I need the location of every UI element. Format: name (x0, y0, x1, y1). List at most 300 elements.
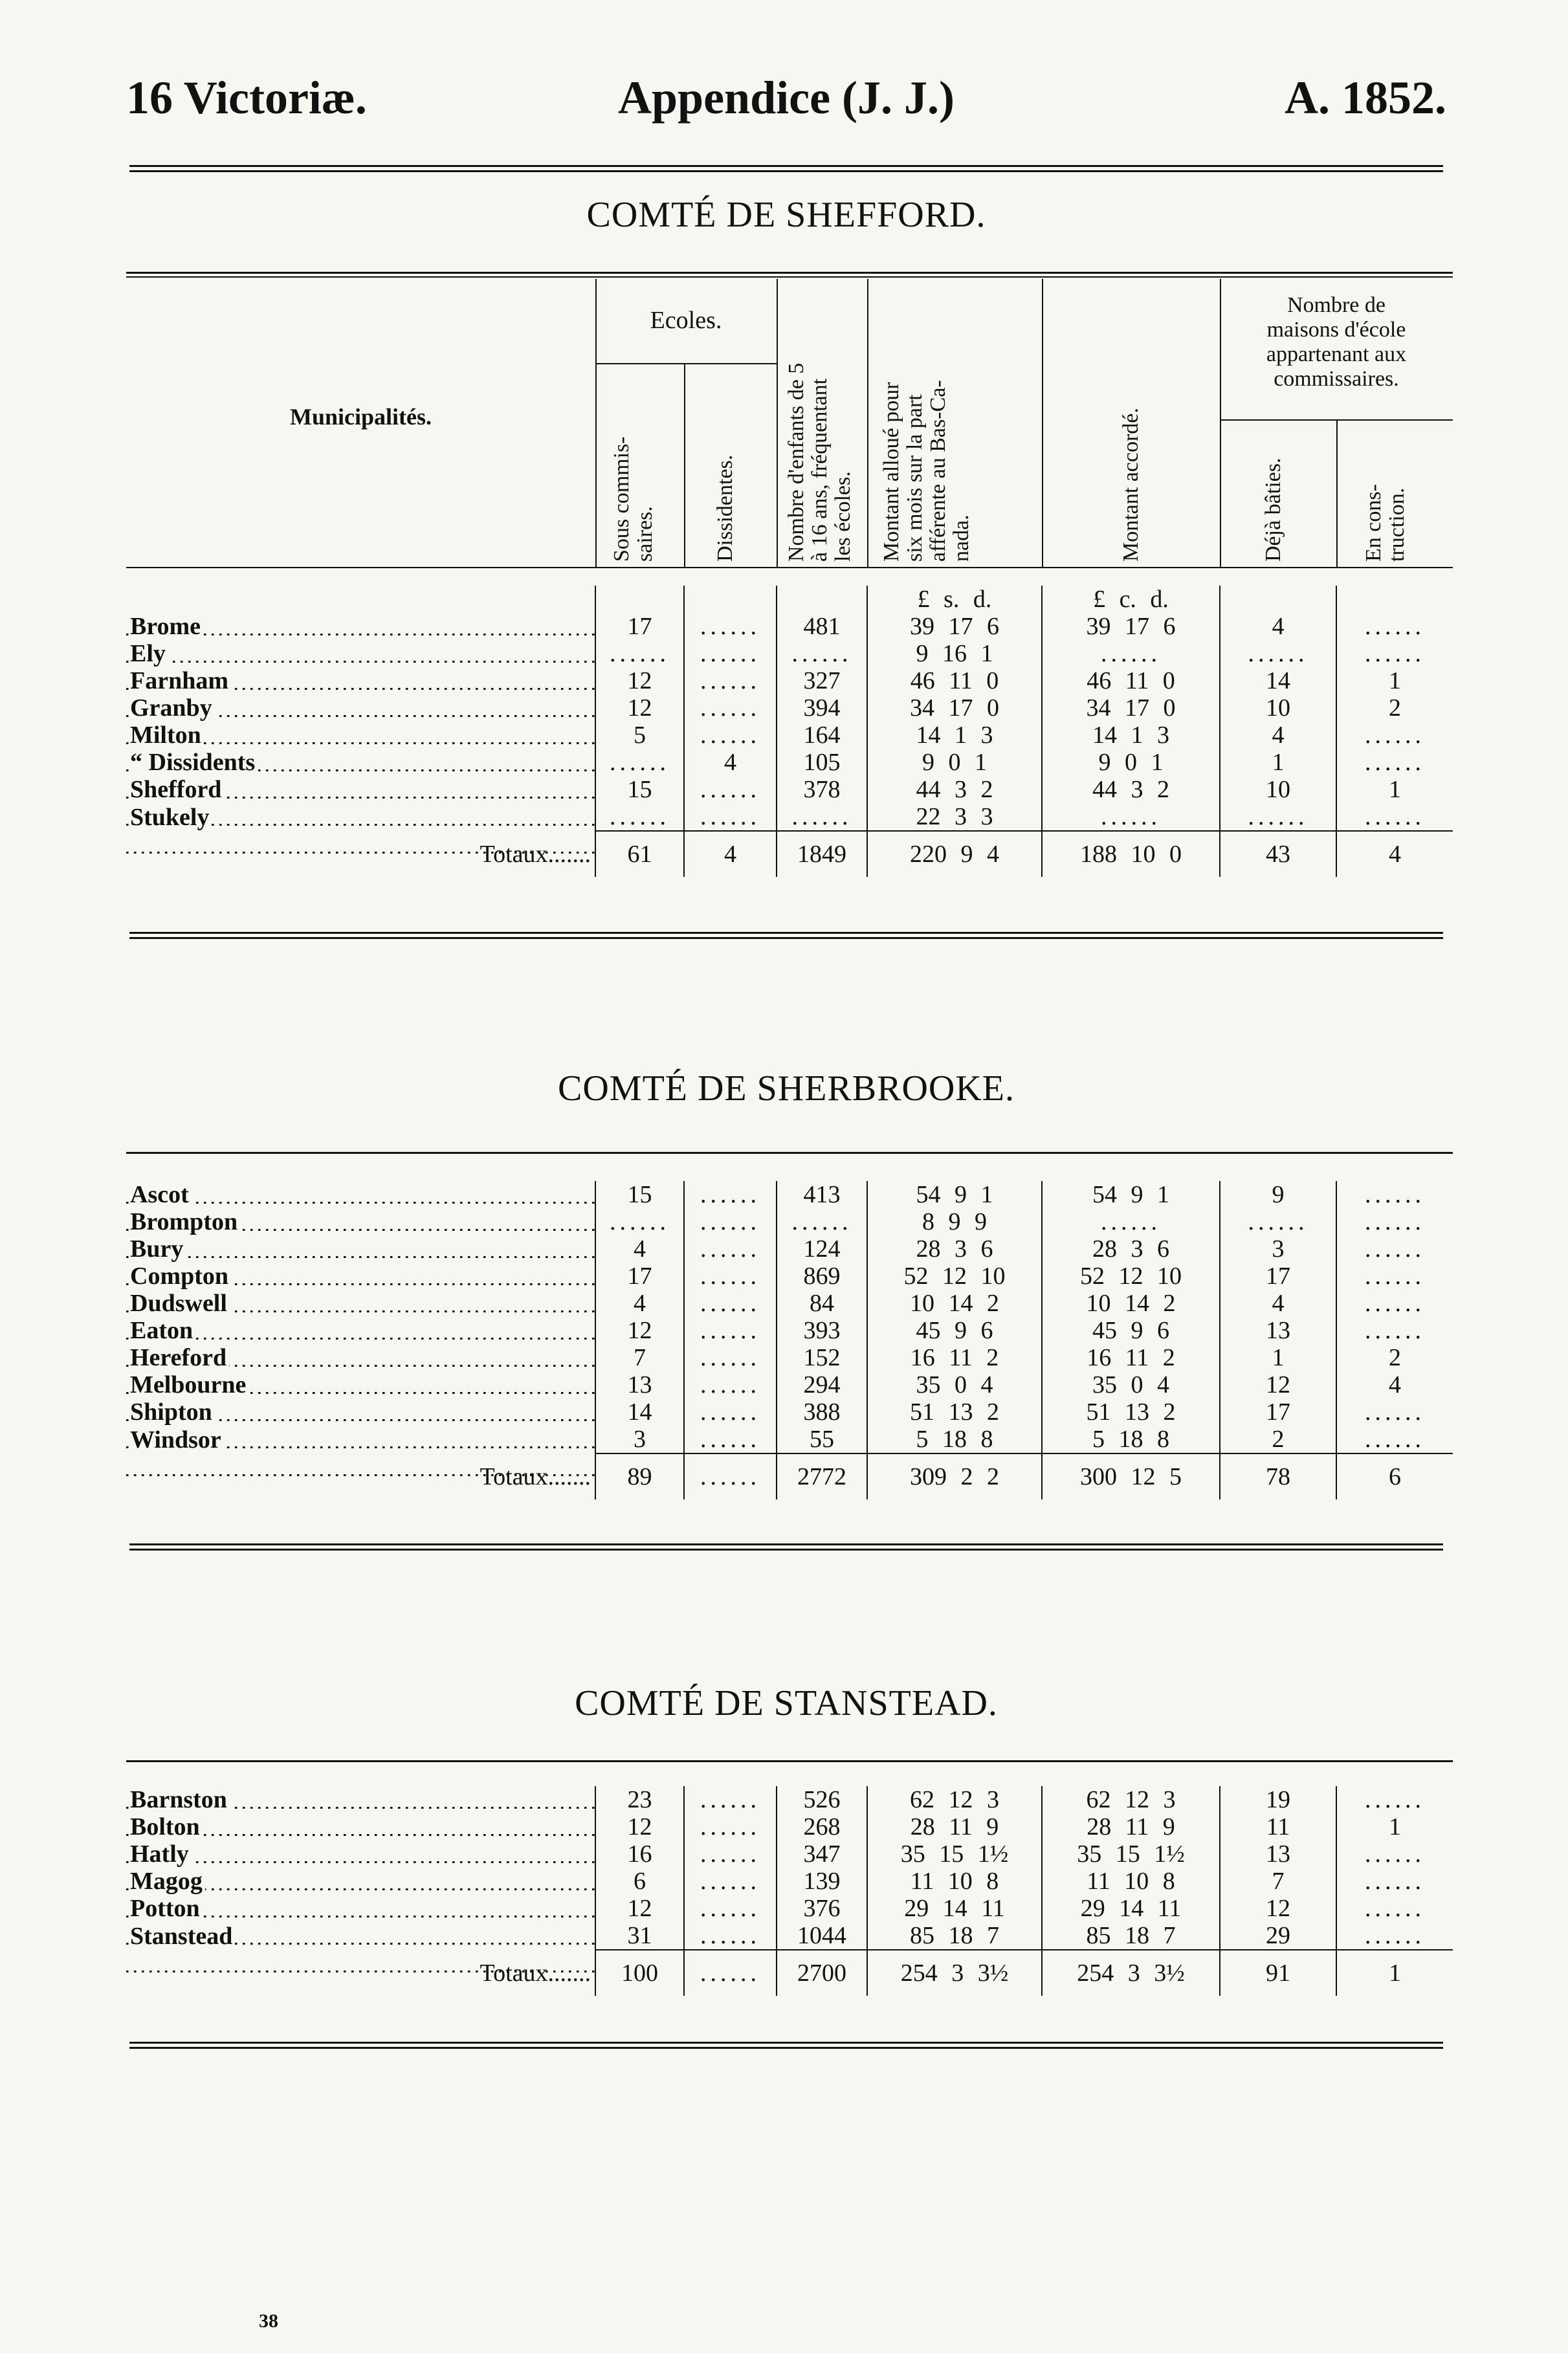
montant-alloue-cell: 34 17 0 (867, 694, 1042, 722)
dissidentes-cell-empty: ...... (684, 1371, 777, 1398)
municipality-label: Stukely (130, 804, 212, 831)
en-construction-cell-empty: ...... (1336, 1398, 1453, 1426)
municipality-label: Brome (130, 613, 203, 640)
montant-alloue-cell: 11 10 8 (867, 1868, 1042, 1895)
header-center: Appendice (J. J.) (618, 72, 955, 124)
table-row (126, 1840, 1453, 1868)
total-enfants: 2700 (777, 1950, 867, 1996)
sous-commissaires-cell: 12 (595, 1895, 684, 1922)
en-construction-cell: 1 (1336, 1813, 1453, 1840)
municipality-name (126, 694, 595, 722)
enfants-cell: 152 (777, 1344, 867, 1371)
municipality-name (126, 1895, 595, 1922)
deja-baties-cell-empty: ...... (1220, 803, 1336, 831)
municipality-label: Hatly (130, 1840, 192, 1868)
dissidentes-cell: 4 (684, 749, 777, 776)
montant-accorde-cell: 14 1 3 (1042, 722, 1220, 749)
table-row (126, 1263, 1453, 1290)
en-construction-cell-empty: ...... (1336, 722, 1453, 749)
units-blank (126, 586, 595, 613)
table-row (126, 1398, 1453, 1426)
sous-commissaires-cell: 12 (595, 1317, 684, 1344)
deja-baties-cell: 3 (1220, 1235, 1336, 1263)
montant-accorde-cell-empty: ...... (1042, 803, 1220, 831)
enfants-cell: 413 (777, 1181, 867, 1208)
table-row (126, 694, 1453, 722)
en-construction-cell: 2 (1336, 1344, 1453, 1371)
deja-baties-cell: 19 (1220, 1786, 1336, 1813)
sous-commissaires-cell: 12 (595, 1813, 684, 1840)
montant-alloue-cell: 14 1 3 (867, 722, 1042, 749)
heading-montant-alloue: Montant alloué pour six mois sur la part afférente au Bas-Ca- nada. (879, 380, 973, 562)
en-construction-cell-empty: ...... (1336, 1235, 1453, 1263)
rule-sherbrooke (129, 1543, 1443, 1551)
montant-accorde-cell: 35 0 4 (1042, 1371, 1220, 1398)
deja-baties-cell: 11 (1220, 1813, 1336, 1840)
montant-accorde-cell: 35 15 1½ (1042, 1840, 1220, 1868)
municipality-name (126, 749, 595, 776)
table-row (126, 1786, 1453, 1813)
deja-baties-cell: 7 (1220, 1868, 1336, 1895)
table-row (126, 1868, 1453, 1895)
en-construction-cell-empty: ...... (1336, 1208, 1453, 1235)
enfants-cell: 327 (777, 667, 867, 694)
municipality-label: Bury (130, 1235, 186, 1263)
dissidentes-cell-empty: ...... (684, 1868, 777, 1895)
enfants-cell: 268 (777, 1813, 867, 1840)
enfants-cell: 388 (777, 1398, 867, 1426)
municipality-label: Eaton (130, 1317, 195, 1344)
total-diss-empty: ...... (684, 1950, 777, 1996)
dissidentes-cell-empty: ...... (684, 640, 777, 667)
deja-baties-cell: 9 (1220, 1181, 1336, 1208)
municipality-name (126, 722, 595, 749)
dissidentes-cell-empty: ...... (684, 1786, 777, 1813)
total-constr: 6 (1336, 1453, 1453, 1499)
heading-ecoles: Ecoles. (650, 307, 722, 334)
montant-accorde-cell: 62 12 3 (1042, 1786, 1220, 1813)
total-diss-empty: ...... (684, 1453, 777, 1499)
units-alloue: £ s. d. (867, 586, 1042, 613)
enfants-cell: 481 (777, 613, 867, 640)
dissidentes-cell-empty: ...... (684, 694, 777, 722)
dissidentes-cell-empty: ...... (684, 1344, 777, 1371)
enfants-cell-empty: ...... (777, 803, 867, 831)
deja-baties-cell-empty: ...... (1220, 640, 1336, 667)
dissidentes-cell-empty: ...... (684, 1208, 777, 1235)
montant-alloue-cell: 51 13 2 (867, 1398, 1042, 1426)
montant-alloue-cell: 9 16 1 (867, 640, 1042, 667)
montant-alloue-cell: 5 18 8 (867, 1426, 1042, 1453)
municipality-name (126, 1208, 595, 1235)
montant-alloue-cell: 10 14 2 (867, 1290, 1042, 1317)
montant-accorde-cell: 34 17 0 (1042, 694, 1220, 722)
montant-alloue-cell: 46 11 0 (867, 667, 1042, 694)
dissidentes-cell-empty: ...... (684, 1922, 777, 1950)
montant-accorde-cell: 54 9 1 (1042, 1181, 1220, 1208)
dissidentes-cell-empty: ...... (684, 1426, 777, 1453)
montant-accorde-cell: 85 18 7 (1042, 1922, 1220, 1950)
en-construction-cell-empty: ...... (1336, 749, 1453, 776)
totals-row (126, 1453, 1453, 1499)
header-right: A. 1852. (1285, 72, 1446, 124)
montant-alloue-cell: 62 12 3 (867, 1786, 1042, 1813)
dissidentes-cell-empty: ...... (684, 1290, 777, 1317)
heading-montant-accorde: Montant accordé. (1119, 408, 1143, 562)
table-row (126, 1317, 1453, 1344)
montant-accorde-cell-empty: ...... (1042, 640, 1220, 667)
units-empty-cell (684, 586, 777, 613)
enfants-cell: 347 (777, 1840, 867, 1868)
dissidentes-cell-empty: ...... (684, 1317, 777, 1344)
total-alloue: 220 9 4 (867, 831, 1042, 877)
deja-baties-cell: 4 (1220, 613, 1336, 640)
en-construction-cell-empty: ...... (1336, 1868, 1453, 1895)
sous-commissaires-cell: 14 (595, 1398, 684, 1426)
column-headings (126, 272, 1453, 568)
montant-alloue-cell: 85 18 7 (867, 1922, 1042, 1950)
total-accorde: 254 3 3½ (1042, 1950, 1220, 1996)
table-row (126, 1922, 1453, 1950)
units-empty-cell (777, 586, 867, 613)
municipality-name (126, 1426, 595, 1453)
enfants-cell: 378 (777, 776, 867, 803)
en-construction-cell-empty: ...... (1336, 1895, 1453, 1922)
rule-shefford (129, 932, 1443, 939)
en-construction-cell-empty: ...... (1336, 803, 1453, 831)
montant-alloue-cell: 44 3 2 (867, 776, 1042, 803)
municipality-name (126, 1263, 595, 1290)
montant-accorde-cell: 28 3 6 (1042, 1235, 1220, 1263)
totals-row (126, 1950, 1453, 1996)
montant-alloue-cell: 35 15 1½ (867, 1840, 1042, 1868)
total-accorde: 188 10 0 (1042, 831, 1220, 877)
sous-commissaires-cell-empty: ...... (595, 640, 684, 667)
sous-commissaires-cell-empty: ...... (595, 749, 684, 776)
sous-commissaires-cell: 3 (595, 1426, 684, 1453)
enfants-cell: 394 (777, 694, 867, 722)
municipality-name (126, 776, 595, 803)
dissidentes-cell-empty: ...... (684, 1895, 777, 1922)
enfants-cell: 393 (777, 1317, 867, 1344)
deja-baties-cell: 13 (1220, 1317, 1336, 1344)
municipality-name (126, 1868, 595, 1895)
dissidentes-cell-empty: ...... (684, 1235, 777, 1263)
montant-accorde-cell: 28 11 9 (1042, 1813, 1220, 1840)
municipality-label: Granby (130, 694, 215, 722)
montant-alloue-cell: 45 9 6 (867, 1317, 1042, 1344)
montant-alloue-cell: 29 14 11 (867, 1895, 1042, 1922)
municipality-label: Shefford (130, 776, 224, 803)
municipality-label: Ely (130, 640, 168, 667)
dissidentes-cell-empty: ...... (684, 667, 777, 694)
page-number: 38 (259, 2310, 278, 2332)
municipality-name (126, 1317, 595, 1344)
header-rule (129, 165, 1443, 172)
totals-label: Totaux....... (126, 831, 595, 877)
total-enfants: 1849 (777, 831, 867, 877)
en-construction-cell-empty: ...... (1336, 1786, 1453, 1813)
municipality-name (126, 1840, 595, 1868)
sous-commissaires-cell: 31 (595, 1922, 684, 1950)
municipality-name (126, 803, 595, 831)
sous-commissaires-cell: 12 (595, 694, 684, 722)
deja-baties-cell: 12 (1220, 1895, 1336, 1922)
heading-deja-baties: Déjà bâties. (1261, 458, 1285, 562)
total-sous: 100 (595, 1950, 684, 1996)
montant-accorde-cell-empty: ...... (1042, 1208, 1220, 1235)
sous-commissaires-cell: 16 (595, 1840, 684, 1868)
deja-baties-cell: 2 (1220, 1426, 1336, 1453)
deja-baties-cell-empty: ...... (1220, 1208, 1336, 1235)
total-sous: 61 (595, 831, 684, 877)
montant-alloue-cell: 39 17 6 (867, 613, 1042, 640)
en-construction-cell-empty: ...... (1336, 640, 1453, 667)
municipality-label: Melbourne (130, 1371, 248, 1398)
en-construction-cell: 1 (1336, 667, 1453, 694)
dissidentes-cell-empty: ...... (684, 1181, 777, 1208)
montant-accorde-cell: 44 3 2 (1042, 776, 1220, 803)
units-empty-cell (1220, 586, 1336, 613)
deja-baties-cell: 13 (1220, 1840, 1336, 1868)
municipality-label: Magog (130, 1868, 205, 1895)
units-accorde: £ c. d. (1042, 586, 1220, 613)
montant-accorde-cell: 10 14 2 (1042, 1290, 1220, 1317)
municipality-name (126, 1398, 595, 1426)
heading-nombre-enfants: Nombre d'enfants de 5 à 16 ans, fréquentant les écoles. (784, 362, 855, 562)
en-construction-cell-empty: ...... (1336, 1922, 1453, 1950)
total-baties: 78 (1220, 1453, 1336, 1499)
en-construction-cell-empty: ...... (1336, 1426, 1453, 1453)
enfants-cell: 124 (777, 1235, 867, 1263)
municipality-name (126, 1235, 595, 1263)
totals-label: Totaux....... (126, 1950, 595, 1996)
section-title-stanstead: COMTÉ DE STANSTEAD. (575, 1683, 998, 1723)
dissidentes-cell-empty: ...... (684, 613, 777, 640)
enfants-cell: 294 (777, 1371, 867, 1398)
enfants-cell: 869 (777, 1263, 867, 1290)
municipality-label: Shipton (130, 1398, 215, 1426)
deja-baties-cell: 10 (1220, 776, 1336, 803)
enfants-cell: 526 (777, 1786, 867, 1813)
table-row (126, 1813, 1453, 1840)
montant-alloue-cell: 22 3 3 (867, 803, 1042, 831)
sous-commissaires-cell: 12 (595, 667, 684, 694)
montant-alloue-cell: 9 0 1 (867, 749, 1042, 776)
table-row (126, 667, 1453, 694)
total-alloue: 254 3 3½ (867, 1950, 1042, 1996)
montant-accorde-cell: 11 10 8 (1042, 1868, 1220, 1895)
units-empty-cell (1336, 586, 1453, 613)
municipality-name (126, 613, 595, 640)
total-baties: 43 (1220, 831, 1336, 877)
en-construction-cell-empty: ...... (1336, 1317, 1453, 1344)
enfants-cell: 105 (777, 749, 867, 776)
deja-baties-cell: 12 (1220, 1371, 1336, 1398)
dissidentes-cell-empty: ...... (684, 776, 777, 803)
total-sous: 89 (595, 1453, 684, 1499)
deja-baties-cell: 10 (1220, 694, 1336, 722)
total-enfants: 2772 (777, 1453, 867, 1499)
en-construction-cell-empty: ...... (1336, 1263, 1453, 1290)
table-sherbrooke (126, 1181, 1453, 1499)
enfants-cell: 139 (777, 1868, 867, 1895)
montant-alloue-cell: 52 12 10 (867, 1263, 1042, 1290)
dissidentes-cell-empty: ...... (684, 1840, 777, 1868)
table-row (126, 1426, 1453, 1453)
sous-commissaires-cell: 15 (595, 776, 684, 803)
sous-commissaires-cell: 15 (595, 1181, 684, 1208)
montant-accorde-cell: 5 18 8 (1042, 1426, 1220, 1453)
municipality-name (126, 1786, 595, 1813)
en-construction-cell: 4 (1336, 1371, 1453, 1398)
enfants-cell-empty: ...... (777, 1208, 867, 1235)
table-row (126, 1208, 1453, 1235)
rule-stanstead-top (126, 1760, 1453, 1762)
sous-commissaires-cell: 17 (595, 613, 684, 640)
montant-alloue-cell: 8 9 9 (867, 1208, 1042, 1235)
deja-baties-cell: 4 (1220, 1290, 1336, 1317)
sous-commissaires-cell-empty: ...... (595, 803, 684, 831)
units-row (126, 586, 1453, 613)
sous-commissaires-cell: 6 (595, 1868, 684, 1895)
table-row (126, 640, 1453, 667)
municipality-name (126, 1813, 595, 1840)
en-construction-cell-empty: ...... (1336, 1840, 1453, 1868)
en-construction-cell: 1 (1336, 776, 1453, 803)
dissidentes-cell-empty: ...... (684, 803, 777, 831)
deja-baties-cell: 14 (1220, 667, 1336, 694)
rule-stanstead (129, 2042, 1443, 2049)
montant-alloue-cell: 35 0 4 (867, 1371, 1042, 1398)
municipality-label: Dudswell (130, 1290, 230, 1317)
municipality-label: Brompton (130, 1208, 240, 1235)
montant-accorde-cell: 52 12 10 (1042, 1263, 1220, 1290)
en-construction-cell-empty: ...... (1336, 1290, 1453, 1317)
table-shefford (126, 586, 1453, 877)
table-row (126, 1344, 1453, 1371)
en-construction-cell-empty: ...... (1336, 1181, 1453, 1208)
header-left: 16 Victoriæ. (126, 72, 367, 124)
montant-accorde-cell: 45 9 6 (1042, 1317, 1220, 1344)
sous-commissaires-cell: 5 (595, 722, 684, 749)
montant-alloue-cell: 28 3 6 (867, 1235, 1042, 1263)
sous-commissaires-cell: 23 (595, 1786, 684, 1813)
montant-accorde-cell: 16 11 2 (1042, 1344, 1220, 1371)
municipality-label: Hereford (130, 1344, 229, 1371)
deja-baties-cell: 17 (1220, 1398, 1336, 1426)
total-constr: 4 (1336, 831, 1453, 877)
heading-sous-commissaires: Sous commis- saires. (610, 436, 657, 562)
table-row (126, 749, 1453, 776)
enfants-cell: 376 (777, 1895, 867, 1922)
total-accorde: 300 12 5 (1042, 1453, 1220, 1499)
sous-commissaires-cell: 4 (595, 1235, 684, 1263)
municipality-name (126, 667, 595, 694)
deja-baties-cell: 1 (1220, 749, 1336, 776)
enfants-cell: 1044 (777, 1922, 867, 1950)
montant-accorde-cell: 29 14 11 (1042, 1895, 1220, 1922)
heading-municipalites: Municipalités. (289, 404, 432, 430)
rule-sherbrooke-top (126, 1152, 1453, 1154)
sous-commissaires-cell-empty: ...... (595, 1208, 684, 1235)
table-row (126, 722, 1453, 749)
table-row (126, 1181, 1453, 1208)
dissidentes-cell-empty: ...... (684, 1813, 777, 1840)
montant-alloue-cell: 28 11 9 (867, 1813, 1042, 1840)
heading-en-construction: En cons- truction. (1362, 484, 1409, 562)
municipality-label: Compton (130, 1263, 231, 1290)
enfants-cell: 55 (777, 1426, 867, 1453)
heading-maisons: Nombre de maisons d'école appartenant aux commissaires. (1266, 293, 1407, 391)
deja-baties-cell: 29 (1220, 1922, 1336, 1950)
totals-label: Totaux....... (126, 1453, 595, 1499)
municipality-name (126, 1290, 595, 1317)
deja-baties-cell: 17 (1220, 1263, 1336, 1290)
total-diss: 4 (684, 831, 777, 877)
table-row (126, 776, 1453, 803)
municipality-label: Barnston (130, 1786, 230, 1813)
montant-alloue-cell: 54 9 1 (867, 1181, 1042, 1208)
municipality-label: Farnham (130, 667, 231, 694)
municipality-label: “ Dissidents (130, 749, 258, 776)
enfants-cell: 84 (777, 1290, 867, 1317)
dissidentes-cell-empty: ...... (684, 1398, 777, 1426)
en-construction-cell-empty: ...... (1336, 613, 1453, 640)
deja-baties-cell: 1 (1220, 1344, 1336, 1371)
municipality-label: Milton (130, 722, 204, 749)
table-row (126, 803, 1453, 831)
montant-accorde-cell: 39 17 6 (1042, 613, 1220, 640)
municipality-label: Bolton (130, 1813, 203, 1840)
montant-accorde-cell: 46 11 0 (1042, 667, 1220, 694)
deja-baties-cell: 4 (1220, 722, 1336, 749)
municipality-label: Potton (130, 1895, 203, 1922)
montant-accorde-cell: 9 0 1 (1042, 749, 1220, 776)
municipality-name (126, 1344, 595, 1371)
section-title-shefford: COMTÉ DE SHEFFORD. (586, 195, 986, 235)
heading-dissidentes: Dissidentes. (713, 454, 737, 562)
sous-commissaires-cell: 13 (595, 1371, 684, 1398)
dissidentes-cell-empty: ...... (684, 1263, 777, 1290)
municipality-label: Windsor (130, 1426, 224, 1453)
total-baties: 91 (1220, 1950, 1336, 1996)
total-constr: 1 (1336, 1950, 1453, 1996)
total-alloue: 309 2 2 (867, 1453, 1042, 1499)
municipality-label: Ascot (130, 1181, 192, 1208)
units-empty-cell (595, 586, 684, 613)
enfants-cell-empty: ...... (777, 640, 867, 667)
sous-commissaires-cell: 7 (595, 1344, 684, 1371)
sous-commissaires-cell: 4 (595, 1290, 684, 1317)
section-title-sherbrooke: COMTÉ DE SHERBROOKE. (557, 1068, 1015, 1109)
table-row (126, 1371, 1453, 1398)
table-row (126, 1235, 1453, 1263)
dissidentes-cell-empty: ...... (684, 722, 777, 749)
montant-accorde-cell: 51 13 2 (1042, 1398, 1220, 1426)
municipality-name (126, 1181, 595, 1208)
en-construction-cell: 2 (1336, 694, 1453, 722)
totals-row (126, 831, 1453, 877)
municipality-name (126, 1371, 595, 1398)
page-header (126, 71, 1446, 129)
table-row (126, 613, 1453, 640)
municipality-label: Stanstead (130, 1923, 235, 1950)
table-stanstead (126, 1786, 1453, 1996)
table-row (126, 1895, 1453, 1922)
montant-alloue-cell: 16 11 2 (867, 1344, 1042, 1371)
enfants-cell: 164 (777, 722, 867, 749)
